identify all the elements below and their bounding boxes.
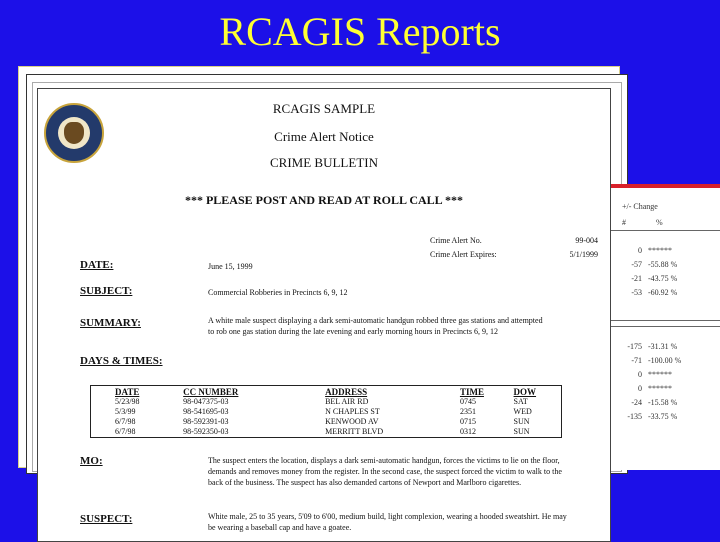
row-time: 0312: [459, 427, 476, 436]
side-row-count: -135: [627, 412, 642, 421]
side-row-percent: -31.31 %: [648, 342, 678, 351]
side-row-count: -21: [631, 274, 642, 283]
side-row-percent: -43.75 %: [648, 274, 678, 283]
alert-expires-value: 5/1/1999: [569, 250, 598, 259]
subject-value: Commercial Robberies in Precincts 6, 9, 12: [208, 288, 348, 297]
row-cc-number: 98-592350-03: [183, 427, 229, 436]
side-col-percent: %: [656, 218, 663, 227]
side-divider: [608, 320, 720, 321]
date-label: DATE:: [80, 259, 114, 271]
col-date: DATE: [115, 387, 140, 397]
alert-expires-label: Crime Alert Expires:: [430, 250, 497, 259]
table-row: [91, 407, 562, 417]
row-cc-number: 98-047375-03: [183, 397, 229, 406]
side-row-percent: ******: [648, 370, 672, 379]
side-row-percent: -55.88 %: [648, 260, 678, 269]
side-divider: [608, 230, 720, 231]
table-row: [91, 397, 562, 407]
alert-no-label: Crime Alert No.: [430, 236, 482, 245]
bulletin-heading-sample: RCAGIS SAMPLE: [272, 101, 376, 116]
side-row-count: -175: [627, 342, 642, 351]
mo-value: The suspect enters the location, displays a dark semi-automatic handgun, forces the victims to lie on the floor, demands and removes money from the register. In the second case, the suspect forced the victim to walk to the back of the business. The suspect has also demanded cartons of Newport and Marlboro cigarettes.: [208, 456, 562, 487]
alert-no-value: 99-004: [575, 236, 598, 245]
summary-label: SUMMARY:: [80, 317, 141, 329]
side-row-percent: -33.75 %: [648, 412, 678, 421]
side-row-percent: ******: [648, 384, 672, 393]
side-row-count: -57: [631, 260, 642, 269]
side-row-count: -24: [631, 398, 642, 407]
row-date: 5/3/99: [115, 407, 136, 416]
crime-bulletin-page: [37, 88, 611, 542]
bulletin-heading-notice: Crime Alert Notice: [274, 129, 374, 144]
col-cc-number: CC NUMBER: [183, 387, 239, 397]
side-report-red-rule: [608, 184, 720, 188]
days-times-label: DAYS & TIMES:: [80, 355, 163, 367]
side-row-count: -71: [631, 356, 642, 365]
row-date: 6/7/98: [115, 427, 136, 436]
row-address: N CHAPLES ST: [325, 407, 380, 416]
table-row: [91, 427, 562, 438]
side-report-header: +/- Change: [622, 202, 658, 211]
summary-value: A white male suspect displaying a dark semi-automatic handgun robbed three gas stations and attempted to rob one gas station during the late evening and early morning hours in Precincts 6, 9, 12: [208, 316, 543, 336]
row-dow: SAT: [513, 397, 528, 406]
side-row-count: 0: [638, 384, 642, 393]
side-row-percent: -15.58 %: [648, 398, 678, 407]
post-notice: *** PLEASE POST AND READ AT ROLL CALL ***: [184, 193, 464, 207]
date-value: June 15, 1999: [208, 262, 253, 271]
col-address: ADDRESS: [325, 387, 368, 397]
side-row-percent: -100.00 %: [648, 356, 682, 365]
side-divider: [608, 326, 720, 327]
slide-title: RCAGIS Reports: [219, 9, 501, 54]
mo-label: MO:: [80, 455, 103, 467]
alert-labels: [430, 234, 497, 262]
row-time: 2351: [459, 407, 476, 416]
side-row-count: -53: [631, 288, 642, 297]
side-row-percent: ******: [648, 246, 672, 255]
suspect-value: White male, 25 to 35 years, 5'09 to 6'00, medium build, light complexion, wearing a hooded sweatshirt. He may be wearing a baseball cap and have a goatee.: [208, 512, 567, 532]
alert-values: [508, 234, 598, 262]
suspect-label: SUSPECT:: [80, 513, 133, 525]
row-date: 6/7/98: [115, 417, 136, 426]
side-row-count: 0: [638, 246, 642, 255]
row-address: KENWOOD AV: [325, 417, 379, 426]
row-time: 0715: [459, 417, 476, 426]
bulletin-heading-title: CRIME BULLETIN: [270, 155, 378, 170]
row-dow: SUN: [513, 427, 530, 436]
row-date: 5/23/98: [115, 397, 140, 406]
row-cc-number: 98-541695-03: [183, 407, 229, 416]
row-dow: SUN: [513, 417, 530, 426]
table-row: [91, 417, 562, 427]
row-dow: WED: [513, 407, 532, 416]
row-time: 0745: [459, 397, 476, 406]
side-row-percent: -60.92 %: [648, 288, 678, 297]
row-address: BEL AIR RD: [325, 397, 369, 406]
row-cc-number: 98-592391-03: [183, 417, 229, 426]
side-row-count: 0: [638, 370, 642, 379]
side-col-count: #: [622, 218, 626, 227]
side-report: [608, 186, 720, 470]
incident-table: [90, 385, 562, 438]
col-time: TIME: [459, 387, 484, 397]
subject-label: SUBJECT:: [80, 285, 133, 297]
col-dow: DOW: [513, 387, 537, 397]
incident-table-header: [91, 386, 562, 398]
row-address: MERRITT BLVD: [325, 427, 384, 436]
